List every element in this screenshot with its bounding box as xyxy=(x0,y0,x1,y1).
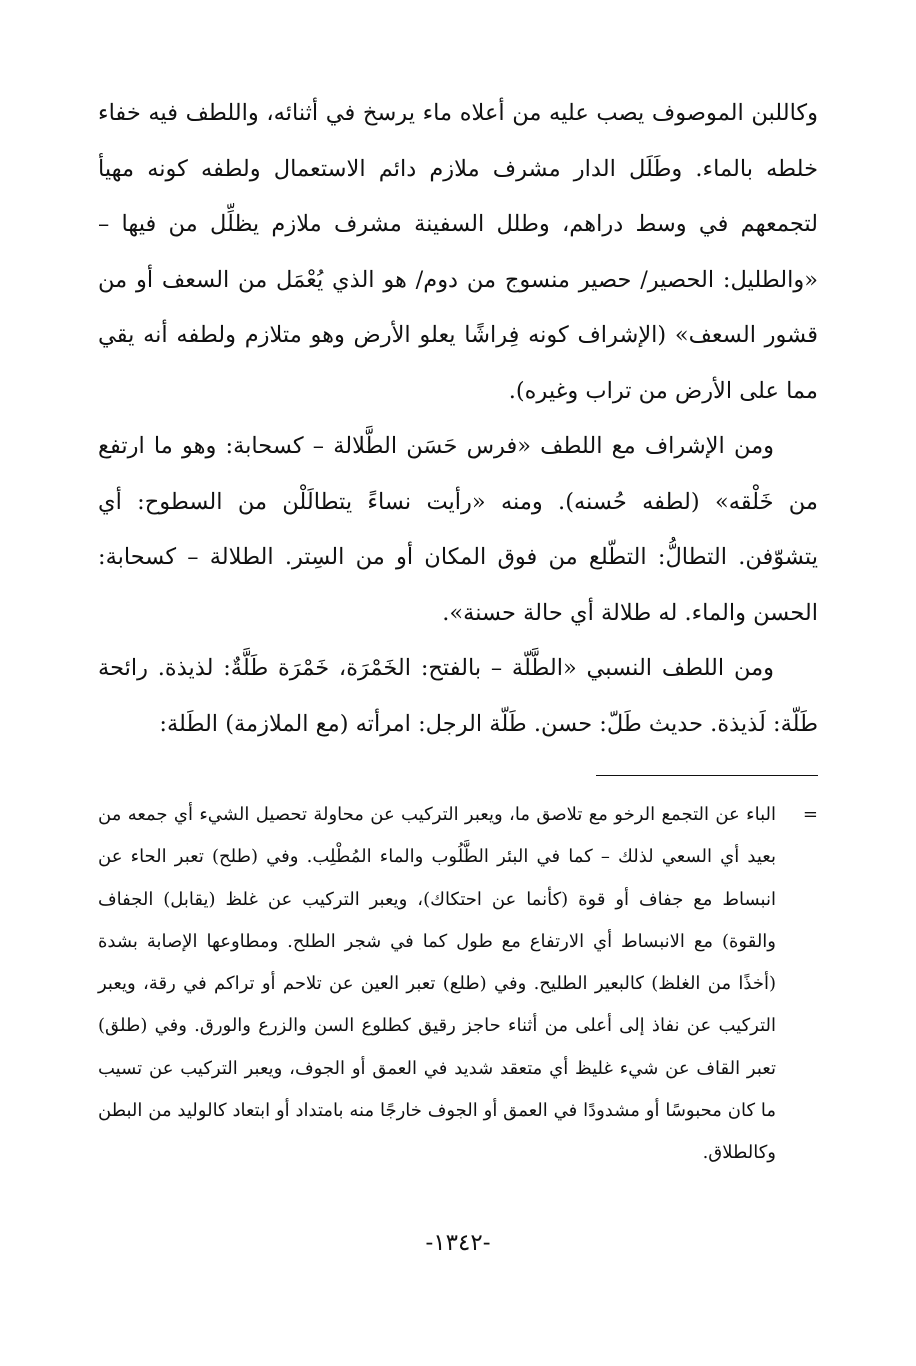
paragraph-2: ومن الإشراف مع اللطف «فرس حَسَن الطَّلالة – كسحابة: وهو ما ارتفع من خَلْقه» (لطفه حُسنه). ومنه «رأيت نساءً يتطالَلْن من السطوح: أي يتشوّفن. التطالُّ: التطّلع من فوق المكان أو من السِتر. الطلالة – كسحابة: الحسن والماء. له طلالة أي حالة حسنة». xyxy=(98,433,818,626)
page-number: -١٣٤٢- xyxy=(425,1230,491,1256)
main-text-block xyxy=(98,86,818,752)
footnote-marker: = xyxy=(802,804,818,825)
footnote-block xyxy=(98,794,818,1175)
footnote-text: الباء عن التجمع الرخو مع تلاصق ما، ويعبر التركيب عن محاولة تحصيل الشيء أي جمعه من بعيد أي السعي لذلك – كما في البئر الطَّلُوب والماء المُطْلِب. وفي (طلح) تعبر الحاء عن انبساط مع جفاف أو قوة (كأنما عن احتكاك)، ويعبر التركيب عن غلظ (يقابل) الجفاف والقوة) مع الانبساط أي الارتفاع مع طول كما في شجر الطلح. ومطاوعها الإصابة بشدة (أخذًا من الغلظ) كالبعير الطليح. وفي (طلع) تعبر العين عن تلاحم أو تراكم في رقة، ويعبر التركيب عن نفاذ إلى أعلى من أثناء حاجز رقيق كطلوع السن والزرع والورق. وفي (طلق) تعبر القاف عن شيء غليظ أي متعقد شديد في العمق أو الجوف، ويعبر التركيب عن تسيب ما كان محبوسًا أو مشدودًا في العمق أو الجوف خارجًا منه بامتداد أو ابتعاد كالوليد من البطن وكالطلاق. xyxy=(98,804,776,1164)
paragraph-1: وكاللبن الموصوف يصب عليه من أعلاه ماء يرسخ في أثنائه، واللطف فيه خفاء خلطه بالماء. وطَلَل الدار مشرف ملازم دائم الاستعمال ولطفه كونه مهيأ لتجمعهم في وسط دراهم، وطلل السفينة مشرف ملازم يظلِّل من فيها – «والطليل: الحصير/ حصير منسوج من دوم/ هو الذي يُعْمَل من السعف أو من قشور السعف» (الإشراف كونه فِراشًا يعلو الأرض وهو متلازم ولطفه أنه يقي مما على الأرض من تراب وغيره). xyxy=(98,100,818,404)
paragraph-3: ومن اللطف النسبي «الطَّلّة – بالفتح: الخَمْرَة، خَمْرَة طَلَّةٌ: لذيذة. رائحة طَلّة: لَذيذة. حديث طَلّ: حسن. طَلّة الرجل: امرأته (مع الملازمة) الطَلة: xyxy=(98,655,818,737)
footnote-separator xyxy=(596,775,818,776)
